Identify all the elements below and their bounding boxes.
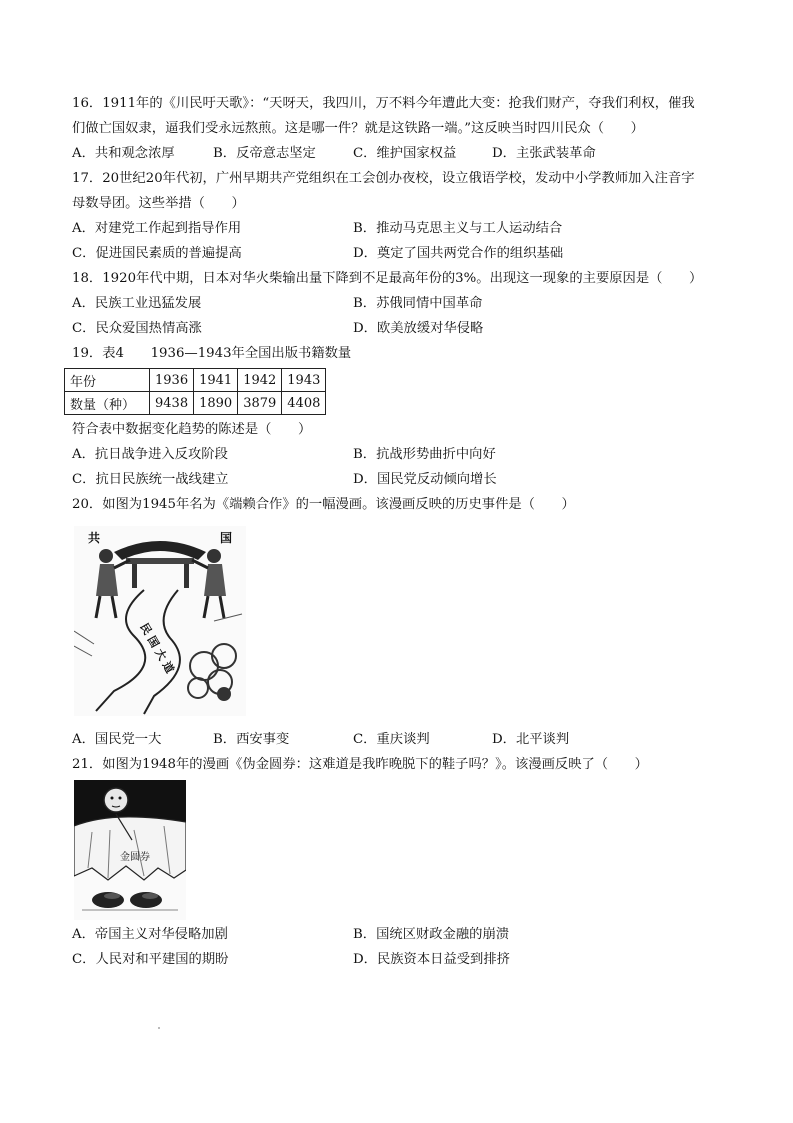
q16-option-b[interactable]: B．反帝意志坚定: [213, 146, 316, 161]
cartoon-road-label: 民 国 大 道: [137, 621, 177, 676]
q17-option-a[interactable]: A．对建党工作起到指导作用: [72, 221, 242, 236]
q21-option-d[interactable]: D．民族资本日益受到排挤: [353, 952, 510, 967]
q20-cartoon: [74, 526, 246, 716]
q16-option-c[interactable]: C．维护国家权益: [353, 146, 457, 161]
q16-stem-line2: 们做亡国奴隶，逼我们受永远熬煎。这是哪一件？就是这铁路一端。”这反映当时四川民众（ ）: [72, 121, 644, 136]
table-cell: 3879: [238, 392, 282, 415]
q19-option-b[interactable]: B．抗战形势曲折中向好: [353, 447, 496, 462]
q19-option-c[interactable]: C．抗日民族统一战线建立: [72, 472, 229, 487]
cartoon-label-left: 共: [88, 531, 101, 545]
q17-stem-line2: 母数导团。这些举措（ ）: [72, 196, 245, 211]
q17-option-d[interactable]: D．奠定了国共两党合作的组织基础: [353, 246, 564, 261]
q17-stem-line1: 17．20世纪20年代初，广州早期共产党组织在工会创办夜校，设立俄语学校，发动中小学教师加入注音字: [72, 171, 695, 186]
q18-option-b[interactable]: B．苏俄同情中国革命: [353, 296, 483, 311]
q21-cartoon: [74, 780, 186, 920]
q20-option-c[interactable]: C．重庆谈判: [353, 732, 430, 747]
q18-option-a[interactable]: A．民族工业迅猛发展: [72, 296, 202, 311]
q18-option-c[interactable]: C．民众爱国热情高涨: [72, 321, 202, 336]
table-cell: 1943: [282, 369, 326, 392]
scan-speck: [158, 1027, 160, 1029]
q20-stem: 20．如图为1945年名为《端赖合作》的一幅漫画。该漫画反映的历史事件是（ ）: [72, 497, 575, 512]
q21-stem: 21．如图为1948年的漫画《伪金圆券：这难道是我昨晚脱下的鞋子吗？》。该漫画反映了（ ）: [72, 757, 648, 772]
q19-option-d[interactable]: D．国民党反动倾向增长: [353, 472, 497, 487]
q20-option-a[interactable]: A．国民党一大: [72, 732, 162, 747]
q16-stem-line1: 16．1911年的《川民吁天歌》：“天呀天，我四川，万不料今年遭此大变：抢我们财产，夺我们利权，催我: [72, 96, 695, 111]
q21-option-b[interactable]: B．国统区财政金融的崩溃: [353, 927, 510, 942]
q19-option-a[interactable]: A．抗日战争进入反攻阶段: [72, 447, 228, 462]
table-row: [65, 369, 326, 392]
q19-caption: 19．表4 1936—1943年全国出版书籍数量: [72, 346, 352, 361]
q17-option-b[interactable]: B．推动马克思主义与工人运动结合: [353, 221, 563, 236]
q19-data-table: [64, 368, 326, 415]
table-cell: 1941: [194, 369, 238, 392]
q17-option-c[interactable]: C．促进国民素质的普遍提高: [72, 246, 242, 261]
table-cell: 4408: [282, 392, 326, 415]
table-row: [65, 392, 326, 415]
q16-option-d[interactable]: D．主张武装革命: [492, 146, 596, 161]
table-cell: 9438: [150, 392, 194, 415]
table-row-header: 数量（种）: [65, 392, 150, 415]
q21-option-a[interactable]: A．帝国主义对华侵略加剧: [72, 927, 228, 942]
q18-stem: 18．1920年代中期，日本对华火柴输出量下降到不足最高年份的3%。出现这一现象的主要原因是（ ）: [72, 271, 703, 286]
cartoon-label-right: 国: [220, 531, 233, 545]
table-cell: 1890: [194, 392, 238, 415]
cartoon-label-currency: 金圆券: [120, 852, 150, 863]
q21-option-c[interactable]: C．人民对和平建国的期盼: [72, 952, 229, 967]
q19-question: 符合表中数据变化趋势的陈述是（ ）: [72, 422, 312, 437]
q16-option-a[interactable]: A．共和观念浓厚: [72, 146, 175, 161]
table-row-header: 年份: [65, 369, 150, 392]
q18-option-d[interactable]: D．欧美放缓对华侵略: [353, 321, 484, 336]
table-cell: 1942: [238, 369, 282, 392]
q20-option-d[interactable]: D．北平谈判: [492, 732, 570, 747]
table-cell: 1936: [150, 369, 194, 392]
q20-option-b[interactable]: B．西安事变: [213, 732, 290, 747]
